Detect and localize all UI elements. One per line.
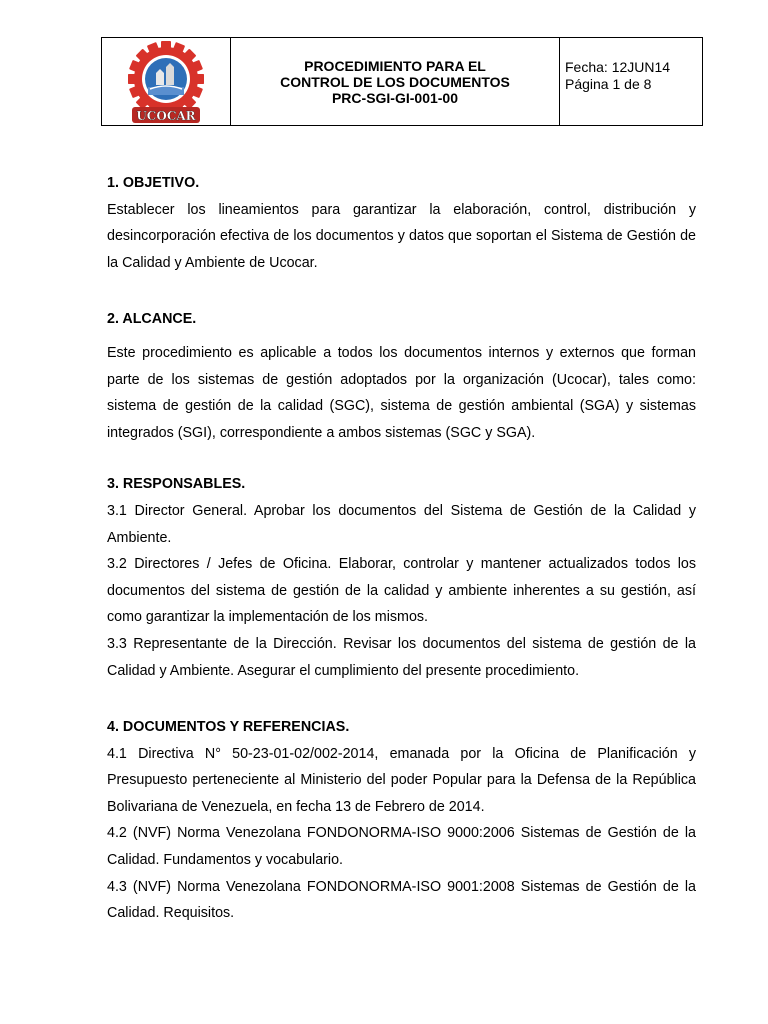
section-heading-documentos: 4. DOCUMENTOS Y REFERENCIAS.	[107, 719, 350, 736]
documentos-item: 4.2 (NVF) Norma Venezolana FONDONORMA-ISO 9000:2006 Sistemas de Gestión de la Calidad. Fundamentos y vocabulario.	[107, 825, 696, 869]
document-title-line-2: CONTROL DE LOS DOCUMENTOS	[280, 73, 510, 90]
spacer	[107, 333, 696, 340]
section-heading-alcance: 2. ALCANCE.	[107, 311, 197, 328]
title-cell	[231, 38, 560, 125]
documentos-item: 4.3 (NVF) Norma Venezolana FONDONORMA-ISO 9001:2008 Sistemas de Gestión de la Calidad. Requisitos.	[107, 878, 696, 922]
responsables-item: 3.3 Representante de la Dirección. Revisar los documentos del sistema de gestión de la Calidad y Ambiente. Asegurar el cumplimiento del presente procedimiento.	[107, 635, 696, 679]
spacer	[107, 446, 696, 471]
section-heading-objetivo: 1. OBJETIVO.	[107, 175, 200, 191]
document-body	[107, 170, 696, 927]
section-heading-responsables: 3. RESPONSABLES.	[107, 476, 246, 493]
responsables-item: 3.1 Director General. Aprobar los documentos del Sistema de Gestión de la Calidad y Ambiente.	[107, 502, 696, 546]
document-date: Fecha: 12JUN14	[565, 58, 671, 75]
section-text-objetivo: Establecer los lineamientos para garantizar la elaboración, control, distribución y desincorporación efectiva de los documentos y datos que soportan el Sistema de Gestión de la Calidad y Ambiente de Ucocar.	[107, 201, 696, 271]
page-number: Página 1 de 8	[565, 75, 652, 92]
spacer	[107, 684, 696, 714]
spacer	[107, 276, 696, 306]
document-code: PRC-SGI-GI-001-00	[331, 89, 459, 106]
gear-icon	[128, 41, 204, 117]
logo-cell	[102, 38, 231, 125]
section-text-alcance: Este procedimiento es aplicable a todos los documentos internos y externos que forman parte de los sistemas de gestión adoptados por la organización (Ucocar), tales como: sistema de gestión de la calidad (SGC), sistema de gestión ambiental (SGA) y sistemas integrados (SGI), correspondiente a ambos sistemas (SGC y SGA).	[107, 344, 696, 441]
documentos-item: 4.1 Directiva N° 50-23-01-02/002-2014, emanada por la Oficina de Planificación y Presupuesto perteneciente al Ministerio del poder Popular para la Defensa de la República Bolivariana de Venezuela, en fecha 13 de Febrero de 2014.	[107, 745, 696, 815]
document-header	[101, 37, 703, 126]
document-title-line-1: PROCEDIMIENTO PARA EL	[304, 57, 486, 74]
ucocar-logo	[126, 39, 206, 125]
logo-text: UCOCAR	[136, 108, 196, 123]
responsables-item: 3.2 Directores / Jefes de Oficina. Elaborar, controlar y mantener actualizados todos los documentos del sistema de gestión de la calidad y ambiente inherentes a su gestión, así como garantizar la implementación de los mismos.	[107, 556, 696, 626]
meta-cell	[560, 38, 702, 125]
